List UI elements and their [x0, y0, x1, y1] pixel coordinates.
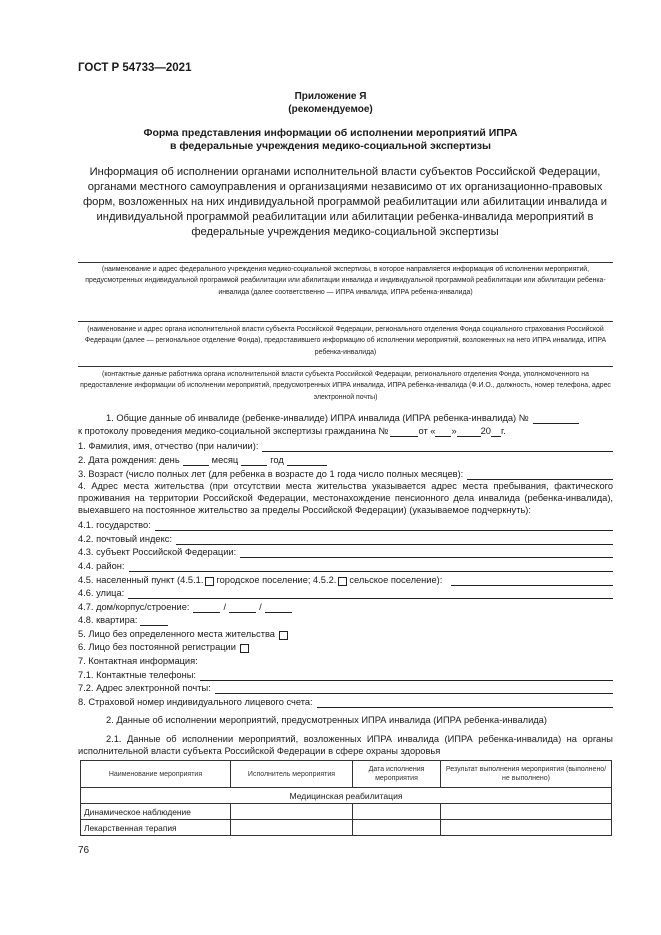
birth-month-label: месяц: [211, 455, 239, 465]
block-input[interactable]: [229, 603, 256, 613]
birth-day-input[interactable]: [183, 456, 209, 466]
region-label: 4.3. субъект Российской Федерации:: [78, 547, 237, 557]
table-cell[interactable]: [231, 804, 353, 820]
protocol-year-prefix: 20: [480, 426, 491, 436]
homeless-checkbox[interactable]: [279, 631, 288, 640]
country-label: 4.1. государство:: [78, 520, 151, 530]
header-result: Результат выполнения мероприятия (выполнено/не выполнено): [441, 761, 612, 788]
district-label: 4.4. район:: [78, 561, 125, 571]
rural-settlement-label: сельское поселение):: [349, 575, 443, 585]
address-instructions: 4. Адрес места жительства (при отсутствии места жительства указывается адрес места пребывания, фактического проживания на территории Российской Федерации, местонахождение пенсионного дела инвалида (ребенка-инвалида), выехавшего на постоянное жительство за пределы Российской Федерации) (указываемое подчеркнуть):: [78, 481, 613, 516]
row-label: Динамическое наблюдение: [81, 804, 231, 820]
form-title: [40, 127, 621, 153]
field-apartment: [78, 614, 613, 626]
note-recipient: (наименование и адрес федерального учреждения медико-социальной экспертизы, в которое направляется информация об исполнении мероприятий, предусмотренных индивидуальной программой реабилитации или абилитации инвалида и индивидуальной программой реабилитации или абилитации ребенка-инвалида (далее соответственно — ИПРА инвалида, ИПРА ребенка-инвалида): [85, 266, 606, 296]
table-row: [81, 804, 612, 820]
birth-month-input[interactable]: [241, 456, 267, 466]
protocol-line: [78, 425, 613, 437]
header-execution-date: Дата исполнения мероприятия: [353, 761, 441, 788]
page-number: 76: [78, 845, 90, 856]
snils-input[interactable]: [317, 698, 613, 708]
field-age: [78, 468, 613, 480]
section2-heading: 2. Данные об исполнении мероприятий, предусмотренных ИПРА инвалида (ИПРА ребенка-инвалида): [106, 715, 547, 725]
header-measure-name: Наименование мероприятия: [81, 761, 231, 788]
field-no-registration: [78, 641, 613, 653]
birth-year-input[interactable]: [287, 456, 327, 466]
email-label: 7.2. Адрес электронной почты:: [78, 683, 211, 693]
appendix-heading: [40, 90, 621, 116]
apartment-input[interactable]: [140, 616, 168, 626]
age-input[interactable]: [467, 470, 613, 480]
note-contact: (контактные данные работника органа исполнительной власти субъекта Российской Федерации, регионального отделения Фонда, уполномоченного на предоставление информации об исполнении мероприятий, предусмотренных ИПРА инвалида, ИПРА ребенка-инвалида (Ф.И.О., должность, номер телефона, адрес электронной почты): [80, 371, 611, 401]
district-input[interactable]: [129, 562, 613, 572]
urban-settlement-label: городское поселение; 4.5.2.: [216, 575, 337, 585]
phones-input[interactable]: [200, 671, 613, 681]
building-separator-2: /: [259, 602, 262, 612]
region-input[interactable]: [240, 548, 613, 558]
table-cell[interactable]: [441, 820, 612, 836]
protocol-label: к протоколу проведения медико-социальной экспертизы гражданина №: [78, 426, 389, 436]
ipra-number-field[interactable]: [533, 414, 579, 424]
note-authority: (наименование и адрес органа исполнительной власти субъекта Российской Федерации, регионального отделения Фонда социального страхования Российской Федерации (далее — региональное отделение Фонда), предоставившего информацию об исполнении мероприятий, возложенных на него ИПРА инвалида, ИПРА ребенка-инвалида): [84, 326, 607, 356]
structure-input[interactable]: [265, 603, 292, 613]
appendix-title: Приложение Я: [294, 91, 367, 102]
house-input[interactable]: [193, 603, 220, 613]
contact-info-label: 7. Контактная информация:: [78, 656, 198, 666]
entry-line-contact[interactable]: [78, 366, 613, 367]
birth-day-label: 2. Дата рождения: день: [78, 455, 180, 465]
protocol-number-field[interactable]: [390, 427, 418, 437]
field-contact-info: [78, 655, 613, 667]
birth-year-label: год: [270, 455, 284, 465]
street-input[interactable]: [128, 589, 613, 599]
field-full-name: [78, 440, 613, 452]
full-name-input[interactable]: [262, 442, 613, 452]
appendix-subtitle: (рекомендуемое): [288, 104, 373, 115]
field-street: [78, 587, 613, 599]
table-cell[interactable]: [231, 820, 353, 836]
field-settlement: [78, 574, 613, 586]
country-input[interactable]: [155, 521, 613, 531]
form-title-line-2: в федеральные учреждения медико-социальной экспертизы: [169, 140, 492, 152]
table-cell[interactable]: [353, 820, 441, 836]
section2-subheading: 2.1. Данные об исполнении мероприятий, возложенных ИПРА инвалида (ИПРА ребенка-инвалида) на органы исполнительной власти субъекта Российской Федерации в сфере охраны здоровья: [78, 734, 613, 757]
protocol-year-field[interactable]: [491, 427, 501, 437]
header-executor: Исполнитель мероприятия: [231, 761, 353, 788]
protocol-day-field[interactable]: [435, 427, 451, 437]
field-homeless: [78, 628, 613, 640]
no-registration-label: 6. Лицо без постоянной регистрации: [78, 642, 236, 652]
entry-line-authority[interactable]: [78, 321, 613, 322]
apartment-label: 4.8. квартира:: [78, 615, 138, 625]
section1-heading: 1. Общие данные об инвалиде (ребенке-инвалиде) ИПРА инвалида (ИПРА ребенка-инвалида) №: [106, 413, 529, 423]
table-cell[interactable]: [441, 804, 612, 820]
snils-label: 8. Страховой номер индивидуального лицевого счета:: [78, 697, 313, 707]
building-label: 4.7. дом/корпус/строение:: [78, 602, 190, 612]
info-text: Информация об исполнении органами исполнительной власти субъектов Российской Федерации, органами местного самоуправления и организациями независимо от их организационно-правовых форм, возложенных на них индивидуальной программой реабилитации или абилитации инвалида и индивидуальной программой реабилитации или абилитации ребенка-инвалида мероприятий в федеральные учреждения медико-социальной экспертизы: [82, 166, 608, 238]
rural-settlement-checkbox[interactable]: [338, 577, 347, 586]
full-name-label: 1. Фамилия, имя, отчество (при наличии):: [78, 441, 259, 451]
row-label: Лекарственная терапия: [81, 820, 231, 836]
protocol-date-prefix: от «: [418, 426, 436, 436]
age-label: 3. Возраст (число полных лет (для ребенка в возрасте до 1 года число полных месяцев):: [78, 469, 464, 479]
postal-code-label: 4.2. почтовый индекс:: [78, 534, 172, 544]
field-email: [78, 682, 613, 694]
table-row: [81, 820, 612, 836]
protocol-year-suffix: г.: [500, 426, 506, 436]
street-label: 4.6. улица:: [78, 588, 125, 598]
building-separator-1: /: [223, 602, 227, 612]
field-building: [78, 601, 613, 613]
table-header-row: [81, 761, 612, 788]
form-title-line-1: Форма представления информации об исполнении мероприятий ИПРА: [143, 127, 518, 139]
settlement-label: 4.5. населенный пункт (4.5.1.: [78, 575, 204, 585]
table-section-row: [81, 788, 612, 804]
no-registration-checkbox[interactable]: [240, 644, 249, 653]
urban-settlement-checkbox[interactable]: [205, 577, 214, 586]
settlement-input[interactable]: [451, 576, 613, 586]
field-phones: [78, 669, 613, 681]
document-code: ГОСТ Р 54733—2021: [78, 62, 192, 74]
field-country: [78, 519, 613, 531]
field-district: [78, 560, 613, 572]
entry-line-recipient[interactable]: [78, 262, 613, 263]
measures-table: [80, 760, 612, 836]
phones-label: 7.1. Контактные телефоны:: [78, 670, 196, 680]
protocol-month-field[interactable]: [457, 427, 481, 437]
table-cell[interactable]: [353, 804, 441, 820]
email-input[interactable]: [215, 684, 613, 694]
homeless-label: 5. Лицо без определенного места жительства: [78, 629, 275, 639]
postal-code-input[interactable]: [176, 535, 613, 545]
field-postal-code: [78, 533, 613, 545]
field-region: [78, 546, 613, 558]
protocol-quote-close: »: [451, 426, 457, 436]
section-medical-rehab: Медицинская реабилитация: [81, 788, 612, 804]
field-snils: [78, 696, 613, 708]
section1-heading-line: [78, 412, 613, 424]
field-birth-date: [78, 454, 613, 466]
